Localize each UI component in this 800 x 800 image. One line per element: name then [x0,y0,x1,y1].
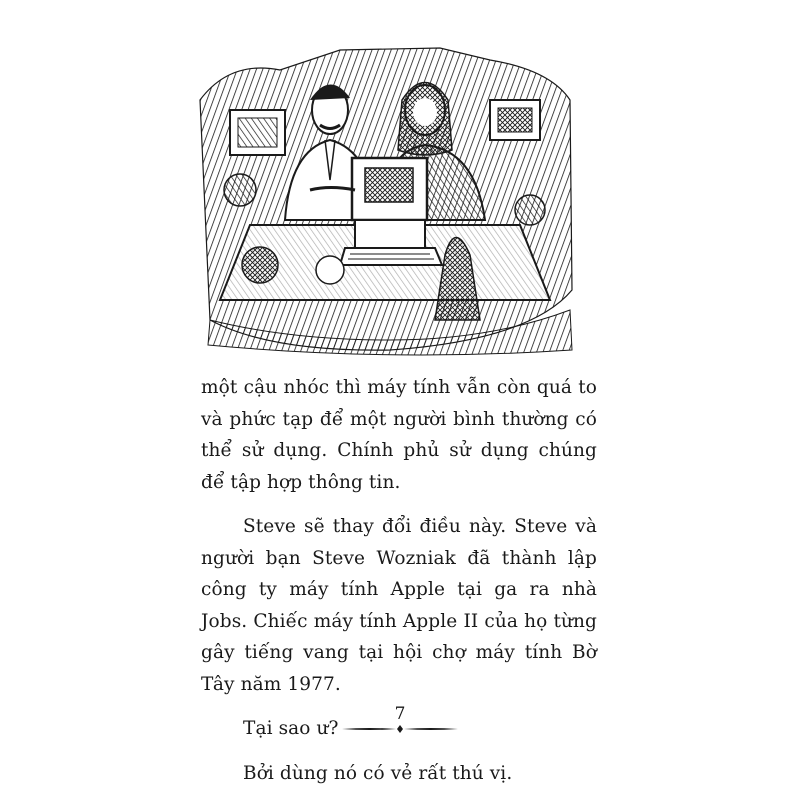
page-number: 7 [394,704,406,724]
paragraph-4: Bởi dùng nó có vẻ rất thú vị. [243,762,513,784]
paragraph-3: Tại sao ư? [243,718,339,739]
illustration-two-men-with-computer-icon [190,40,580,360]
paragraph-2: Steve sẽ thay đổi điều này. Steve và người bạn Steve Wozniak đã thành lập công ty máy tính Apple tại ga ra nhà Jobs. Chiếc máy tính Apple II của họ từng gây tiếng vang tại hội chợ máy tính Bờ Tây năm 1977. [201,516,597,695]
page-footer [340,704,460,744]
ornament-rule-icon [340,722,460,736]
paragraph-1: một cậu nhóc thì máy tính vẫn còn quá to và phức tạp để một người bình thường có thể sử dụng. Chính phủ sử dụng chúng để tập hợp thông tin. [201,377,597,493]
